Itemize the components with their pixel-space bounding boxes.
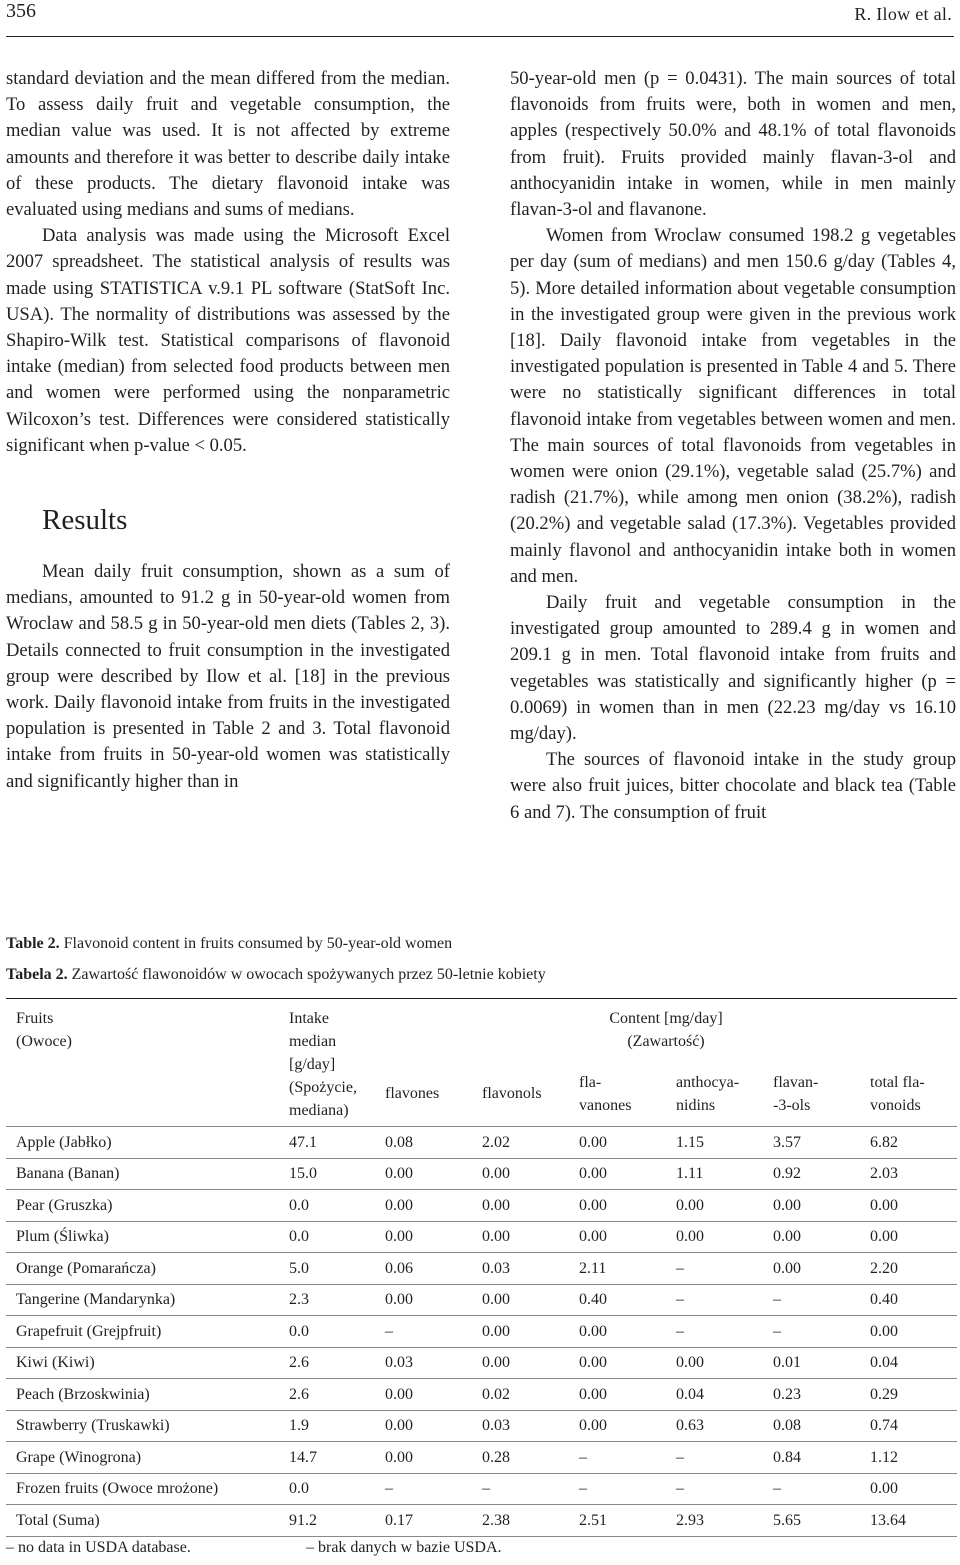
value-cell: 0.03 [472, 1253, 569, 1285]
page-number: 356 [6, 0, 36, 22]
table-row [6, 1379, 957, 1411]
value-cell: 0.01 [763, 1347, 860, 1379]
value-cell: – [666, 1473, 763, 1505]
intake-cell: 0.0 [279, 1473, 375, 1505]
value-cell: 0.40 [569, 1284, 666, 1316]
results-paragraph-1: Mean daily fruit consumption, shown as a sum of medians, amounted to 91.2 g in 50-year-old women from Wroclaw and 58.5 g in 50-year-old men diets (Tables 2, 3). Details connected to fruit consumption in the investigated group were described by Ilow et al. [18] in the previous work. Daily flavonoid intake from fruits in the investigated population is presented in Table 2 and 3. Total flavonoid intake from fruits in 50-year-old women was statistically and significantly higher than in [6, 561, 450, 792]
value-cell: 0.03 [472, 1410, 569, 1442]
value-cell: – [666, 1284, 763, 1316]
value-cell: – [666, 1442, 763, 1474]
fruit-name-cell: Frozen fruits (Owoce mrożone) [6, 1473, 279, 1505]
subheader-0: flavones [375, 1064, 472, 1127]
value-cell: 0.00 [375, 1190, 472, 1222]
value-cell: 2.20 [860, 1253, 957, 1285]
value-cell: 2.51 [569, 1505, 666, 1537]
methods-paragraph-1: standard deviation and the mean differed from the median. To assess daily fruit and vegetable consumption, the median value was used. It is not affected by extreme amounts and therefore it was better to describe daily intake of these products. The dietary flavonoid intake was evaluated using medians and sums of medians. [6, 68, 450, 221]
value-cell: 0.00 [763, 1253, 860, 1285]
footnote-polish: – brak danych w bazie USDA. [306, 1539, 502, 1556]
header-fruits: Fruits (Owoce) [6, 999, 279, 1127]
value-cell: 0.00 [569, 1127, 666, 1159]
fruit-name-cell: Pear (Gruszka) [6, 1190, 279, 1222]
intake-cell: 14.7 [279, 1442, 375, 1474]
table-row [6, 1190, 957, 1222]
value-cell: 0.84 [763, 1442, 860, 1474]
value-cell: 0.00 [763, 1221, 860, 1253]
intake-cell: 1.9 [279, 1410, 375, 1442]
value-cell: 0.00 [569, 1316, 666, 1348]
left-column [6, 66, 450, 795]
table-row [6, 1442, 957, 1474]
value-cell: 2.38 [472, 1505, 569, 1537]
value-cell: 0.00 [375, 1410, 472, 1442]
table-row [6, 1284, 957, 1316]
value-cell: 0.00 [569, 1347, 666, 1379]
value-cell: – [375, 1316, 472, 1348]
results-paragraph-4: Daily fruit and vegetable consumption in the investigated group amounted to 289.4 g in women and 209.1 g in men. Total flavonoid intake from fruits and vegetables was statistically and significantly higher (p = 0.0069) in women than in men (22.23 mg/day vs 16.10 mg/day). [510, 592, 956, 745]
intake-cell: 2.3 [279, 1284, 375, 1316]
fruit-name-cell: Peach (Brzoskwinia) [6, 1379, 279, 1411]
value-cell: – [569, 1473, 666, 1505]
value-cell: 0.00 [666, 1347, 763, 1379]
subheader-4: flavan- -3-ols [763, 1064, 860, 1127]
value-cell: 0.00 [375, 1379, 472, 1411]
table-caption-polish [6, 965, 546, 985]
value-cell: 0.04 [666, 1379, 763, 1411]
value-cell: 0.00 [472, 1158, 569, 1190]
table-caption-english [6, 934, 452, 954]
value-cell: 0.23 [763, 1379, 860, 1411]
intake-cell: 5.0 [279, 1253, 375, 1285]
fruit-name-cell: Total (Suma) [6, 1505, 279, 1537]
value-cell: – [763, 1316, 860, 1348]
value-cell: 0.00 [860, 1190, 957, 1222]
value-cell: – [666, 1316, 763, 1348]
value-cell: 0.00 [860, 1316, 957, 1348]
table-row [6, 1127, 957, 1159]
value-cell: – [666, 1253, 763, 1285]
fruit-name-cell: Plum (Śliwka) [6, 1221, 279, 1253]
fruit-name-cell: Grapefruit (Grejpfruit) [6, 1316, 279, 1348]
value-cell: 0.00 [375, 1284, 472, 1316]
table-row [6, 1316, 957, 1348]
subheader-5: total fla- vonoids [860, 1064, 957, 1127]
value-cell: 0.00 [472, 1221, 569, 1253]
table-row [6, 1505, 957, 1537]
fruit-name-cell: Apple (Jabłko) [6, 1127, 279, 1159]
value-cell: 0.00 [569, 1410, 666, 1442]
value-cell: 0.00 [375, 1158, 472, 1190]
value-cell: 0.00 [763, 1190, 860, 1222]
intake-cell: 2.6 [279, 1379, 375, 1411]
value-cell: 2.93 [666, 1505, 763, 1537]
value-cell: 0.00 [860, 1473, 957, 1505]
value-cell: 0.00 [569, 1158, 666, 1190]
fruit-name-cell: Tangerine (Mandarynka) [6, 1284, 279, 1316]
methods-paragraph-2: Data analysis was made using the Microsoft Excel 2007 spreadsheet. The statistical analysis of results was made using STATISTICA v.9.1 PL software (StatSoft Inc. USA). The normality of distributions was assessed by the Shapiro-Wilk test. Statistical comparisons of flavonoid intake (median) from selected food products between men and women were performed using the nonparametric Wilcoxon’s test. Differences were considered statistically significant when p-value < 0.05. [6, 225, 450, 456]
intake-cell: 15.0 [279, 1158, 375, 1190]
subheader-3: anthocya- nidins [666, 1064, 763, 1127]
value-cell: 2.11 [569, 1253, 666, 1285]
value-cell: 0.00 [666, 1221, 763, 1253]
value-cell: 2.02 [472, 1127, 569, 1159]
fruit-name-cell: Orange (Pomarańcza) [6, 1253, 279, 1285]
fruit-name-cell: Strawberry (Truskawki) [6, 1410, 279, 1442]
value-cell: 0.28 [472, 1442, 569, 1474]
table-row [6, 1473, 957, 1505]
table-caption-polish-label: Tabela 2. [6, 966, 68, 983]
results-paragraph-2: 50-year-old men (p = 0.0431). The main sources of total flavonoids from fruits were, both in women and men, apples (respectively 50.0% and 48.1% of total flavonoids from fruit). Fruits provided mainly flavan-3-ol and anthocyanidin intake in women, while in men mainly flavan-3-ol and flavanone. [510, 68, 956, 221]
intake-cell: 2.6 [279, 1347, 375, 1379]
value-cell: 0.08 [375, 1127, 472, 1159]
value-cell: 2.03 [860, 1158, 957, 1190]
value-cell: 0.08 [763, 1410, 860, 1442]
intake-cell: 0.0 [279, 1316, 375, 1348]
footnote-english: – no data in USDA database. [6, 1539, 191, 1556]
value-cell: 0.00 [472, 1347, 569, 1379]
header-rule [6, 36, 954, 37]
value-cell: 6.82 [860, 1127, 957, 1159]
value-cell: 0.00 [375, 1442, 472, 1474]
value-cell: 0.00 [569, 1379, 666, 1411]
value-cell: 0.92 [763, 1158, 860, 1190]
subheader-2: fla- vanones [569, 1064, 666, 1127]
running-head: R. Ilow et al. [854, 4, 952, 24]
value-cell: 5.65 [763, 1505, 860, 1537]
value-cell: 0.00 [472, 1190, 569, 1222]
value-cell: 0.40 [860, 1284, 957, 1316]
value-cell: – [375, 1473, 472, 1505]
value-cell: – [472, 1473, 569, 1505]
value-cell: 13.64 [860, 1505, 957, 1537]
fruit-name-cell: Banana (Banan) [6, 1158, 279, 1190]
table-row [6, 1347, 957, 1379]
value-cell: 0.63 [666, 1410, 763, 1442]
value-cell: 0.00 [569, 1190, 666, 1222]
intake-cell: 0.0 [279, 1221, 375, 1253]
results-paragraph-5: The sources of flavonoid intake in the study group were also fruit juices, bitter chocolate and black tea (Table 6 and 7). The consumption of fruit [510, 749, 956, 823]
flavonoid-table [6, 998, 957, 1537]
subheader-1: flavonols [472, 1064, 569, 1127]
value-cell: 0.06 [375, 1253, 472, 1285]
value-cell: 0.00 [375, 1221, 472, 1253]
header-intake: Intake median [g/day] (Spożycie, mediana) [279, 999, 375, 1127]
results-paragraph-3: Women from Wroclaw consumed 198.2 g vegetables per day (sum of medians) and men 150.6 g/day (Tables 4, 5). More detailed information about vegetable consumption in the investigated group were given in the previous work [18]. Daily flavonoid intake from vegetables in the investigated population is presented in Table 4 and 5. There were no statistically significant differences in total flavonoid intake from vegetables between women and men. The main sources of total flavonoids from vegetables in women were onion (29.1%), vegetable salad (25.7%) and radish (21.7%), while among men onion (38.2%), radish (20.2%) and vegetable salad (17.3%). Vegetables provided mainly flavonol and anthocyanidin intake both in women and men. [510, 225, 956, 587]
value-cell: – [763, 1284, 860, 1316]
table-caption-english-label: Table 2. [6, 935, 60, 952]
value-cell: 1.11 [666, 1158, 763, 1190]
value-cell: 3.57 [763, 1127, 860, 1159]
value-cell: 0.00 [569, 1221, 666, 1253]
fruit-name-cell: Grape (Winogrona) [6, 1442, 279, 1474]
table-row [6, 1221, 957, 1253]
value-cell: 0.04 [860, 1347, 957, 1379]
table-row [6, 1410, 957, 1442]
value-cell: 0.02 [472, 1379, 569, 1411]
value-cell: 0.00 [472, 1316, 569, 1348]
value-cell: – [569, 1442, 666, 1474]
table-row [6, 1158, 957, 1190]
table-body [6, 1127, 957, 1537]
value-cell: 1.12 [860, 1442, 957, 1474]
results-heading: Results [42, 504, 128, 537]
intake-cell: 91.2 [279, 1505, 375, 1537]
value-cell: 0.17 [375, 1505, 472, 1537]
value-cell: 0.74 [860, 1410, 957, 1442]
value-cell: 0.00 [472, 1284, 569, 1316]
right-column [510, 66, 956, 826]
value-cell: – [763, 1473, 860, 1505]
value-cell: 0.00 [666, 1190, 763, 1222]
header-content: Content [mg/day] (Zawartość) [609, 1010, 723, 1050]
fruit-name-cell: Kiwi (Kiwi) [6, 1347, 279, 1379]
value-cell: 0.29 [860, 1379, 957, 1411]
table-caption-english-text: Flavonoid content in fruits consumed by 50-year-old women [63, 935, 453, 952]
table-row [6, 1253, 957, 1285]
value-cell: 1.15 [666, 1127, 763, 1159]
value-cell: 0.03 [375, 1347, 472, 1379]
intake-cell: 0.0 [279, 1190, 375, 1222]
table-caption-polish-text: Zawartość flawonoidów w owocach spożywanych przez 50-letnie kobiety [71, 966, 546, 983]
value-cell: 0.00 [860, 1221, 957, 1253]
intake-cell: 47.1 [279, 1127, 375, 1159]
